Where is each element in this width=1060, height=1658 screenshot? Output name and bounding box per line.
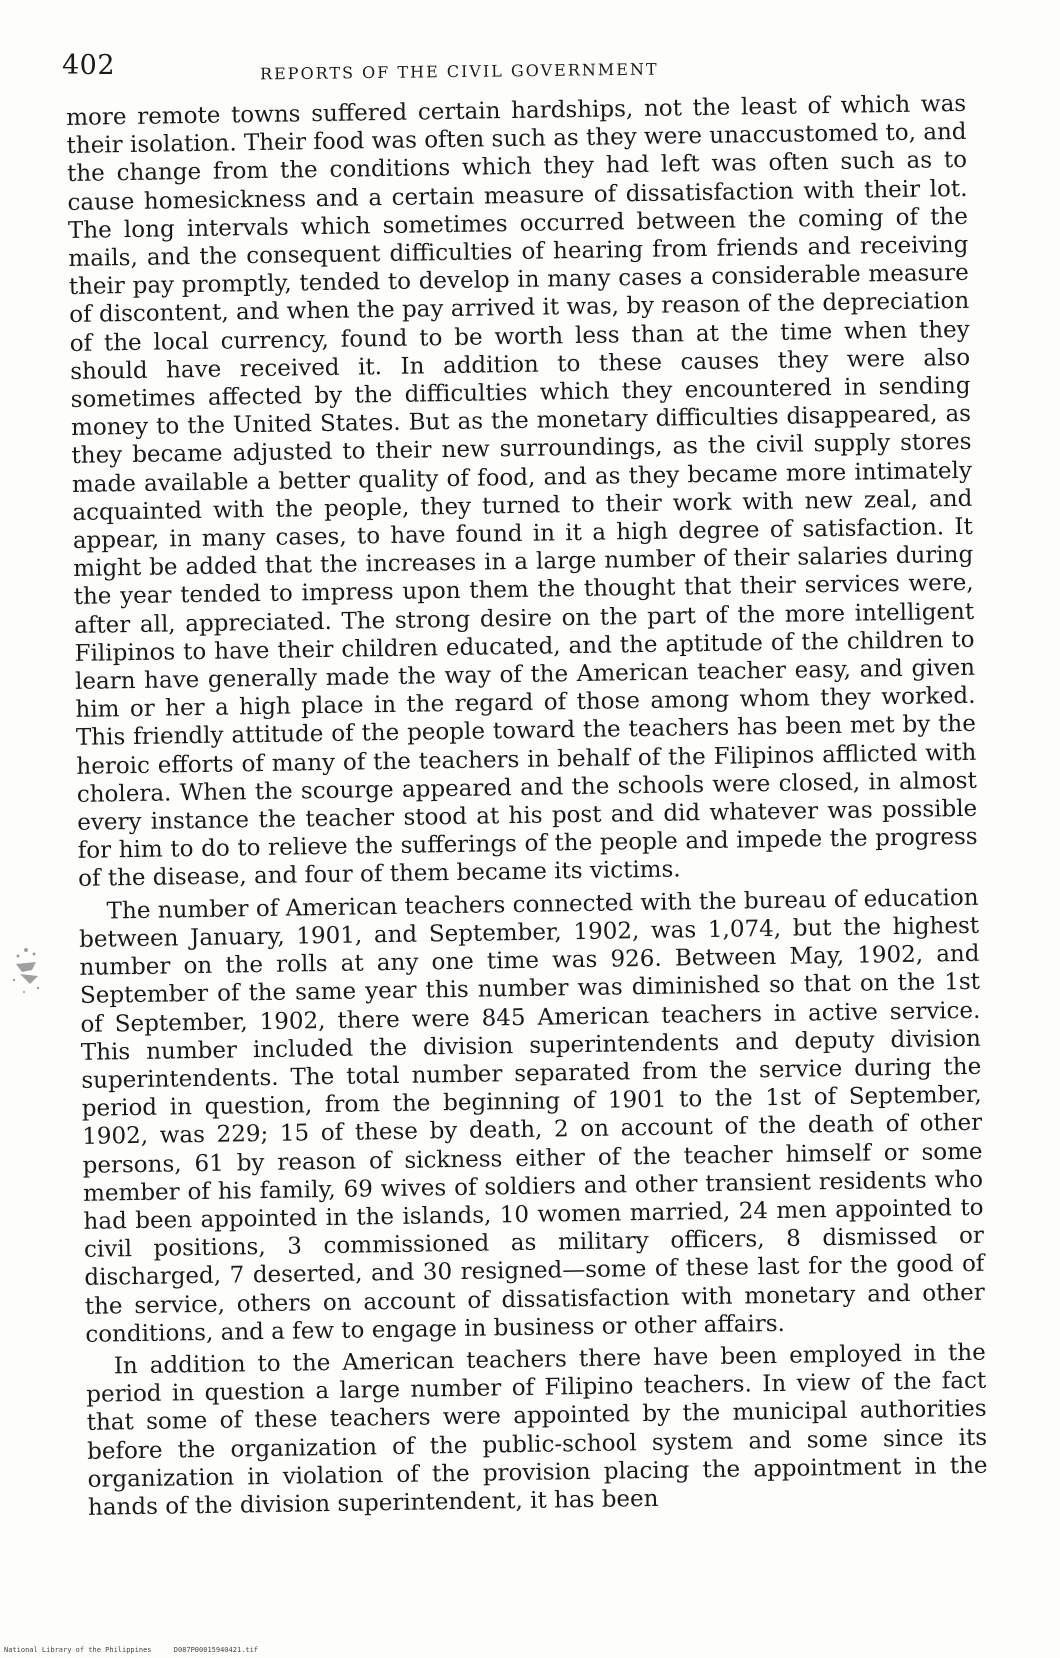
- paragraph-continued: more remote towns suffered certain hardships, not the least of which was their isolation. Their food was often such as they were unaccustomed to, and the change from the conditions which they had left was often such as to cause homesickness and a certain measure of dissatisfaction with their lot. The long intervals which sometimes occurred between the coming of the mails, and the consequent difficulties of hearing from friends and receiving their pay promptly, tended to develop in many cases a considerable measure of discontent, and when the pay arrived it was, by reason of the depreciation of the local currency, found to be worth less than at the time when they should have received it. In addition to these causes they were also sometimes affected by the difficulties which they encountered in sending money to the United States. But as the monetary difficulties disappeared, as they became adjusted to their new surroundings, as the civil supply stores made available a better quality of food, and as they became more intimately acquainted with the people, they turned to their work with new zeal, and appear, in many cases, to have found in it a high degree of satisfaction. It might be added that the increases in a large number of their salaries during the year tended to impress upon them the thought that their services were, after all, appreciated. The strong desire on the part of the more intelligent Filipinos to have their children educated, and the aptitude of the children to learn have generally made the way of the American teacher easy, and given him or her a high place in the regard of those among whom they worked. This friendly attitude of the people toward the teachers has been met by the heroic efforts of many of the teachers in behalf of the Filipinos afflicted with cholera. When the scourge appeared and the schools were closed, in almost every instance the teacher stood at his post and did whatever was possible for him to do to relieve the sufferings of the people and impede the progress of the disease, and four of them became its victims.: [66, 90, 978, 893]
- footer-library: National Library of the Philippines: [4, 1646, 152, 1654]
- running-head: REPORTS OF THE CIVIL GOVERNMENT: [259, 59, 659, 84]
- page-header: [62, 48, 782, 88]
- margin-smudge-icon: [8, 940, 44, 998]
- paragraph-teacher-numbers: The number of American teachers connected with the bureau of education between January, 1901, and September, 1902, was 1,074, but the highest number on the rolls at any one time was 926. Between May, 1902, and September of the same year this number was diminished so that on the 1st of September, 1902, there were 845 American teachers in active service. This number included the division superintendents and deputy division superintendents. The total number separated from the service during the period in question, from the beginning of 1901 to the 1st of September, 1902, was 229; 15 of these by death, 2 on account of the death of other persons, 61 by reason of sickness either of the teacher himself or some member of his family, 69 wives of soldiers and other transient residents who had been appointed in the islands, 10 women married, 24 men appointed to civil positions, 3 commissioned as military officers, 8 dismissed or discharged, 7 deserted, and 30 resigned—some of these last for the good of the service, others on account of dissatisfaction with monetary and other conditions, and a few to engage in business or other affairs.: [78, 884, 985, 1348]
- footer-file-id: D087P00015940421.tif: [173, 1646, 259, 1654]
- paragraph-filipino-teachers: In addition to the American teachers there have been employed in the period in question a large number of Filipino teachers. In view of the fact that some of these teachers were appointed by the municipal authorities before the organization of the public-school system and some since its organization in violation of the provision placing the appointment in the hands of the division superintendent, it has been: [86, 1339, 988, 1521]
- page-number: 402: [62, 50, 116, 81]
- body-text: [66, 90, 988, 1522]
- scan-footer: [4, 1646, 258, 1654]
